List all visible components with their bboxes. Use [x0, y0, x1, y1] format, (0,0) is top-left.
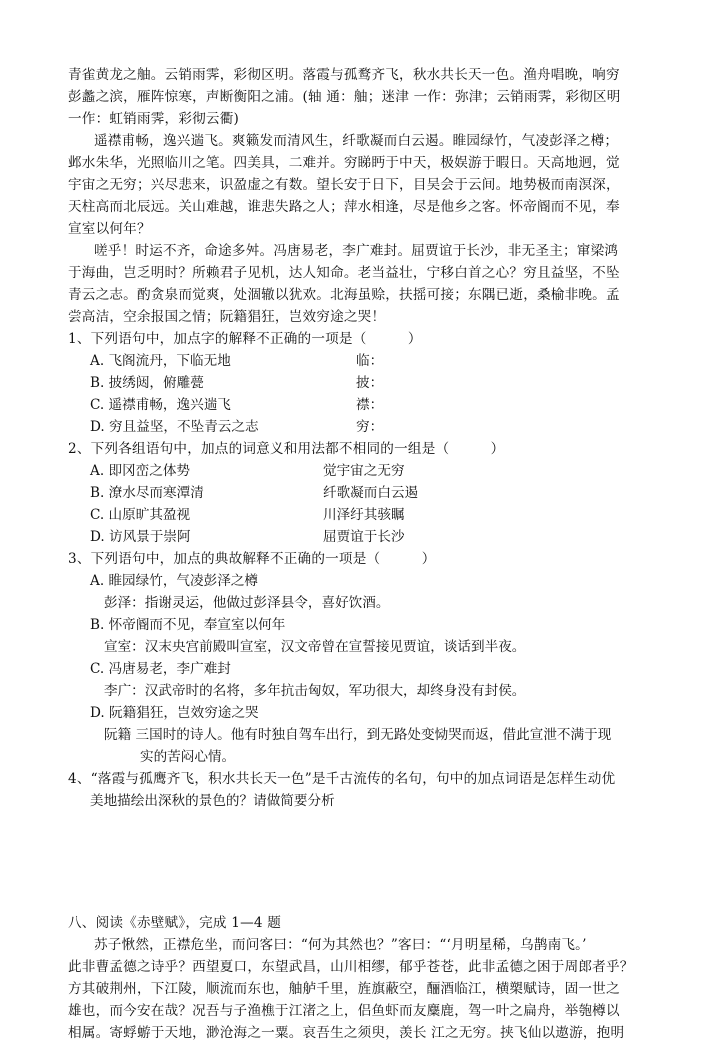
question-4-stem: 4、“落霞与孤鹰齐飞，积水共长天一色”是千古流传的名句，句中的加点词语是怎样生动优 — [68, 771, 616, 787]
passage-line: 彭蠡之滨，雁阵惊寒，声断衡阳之浦。(轴 通：舳；迷津 一作：弥津；云销雨霁，彩彻区明 — [68, 89, 621, 105]
passage-line: 尝高洁，空余报国之情；阮籍猖狂，岂效穷途之哭！ — [68, 309, 386, 325]
section-8-line: 相属。寄蜉蝣于天地，渺沧海之一粟。哀吾生之须臾，羡长 江之无穷。挟飞仙以遨游，抱明 — [68, 1025, 625, 1041]
question-3-stem: 3、下列语句中，加点的典故解释不正确的一项是（ ） — [68, 551, 436, 567]
passage-line: 青雀黄龙之舳。云销雨霁，彩彻区明。落霞与孤鹜齐飞，秋水共长天一色。渔舟唱晚，响穷 — [68, 67, 620, 83]
passage-line: 宇宙之无穷；兴尽悲来，识盈虚之有数。望长安于日下，目吴会于云间。地势极而南溟深， — [68, 177, 620, 193]
question-1-stem: 1、下列语句中，加点字的解释不正确的一项是（ ） — [68, 331, 422, 347]
section-8-line: 雄也，而今安在哉？况吾与子渔樵于江渚之上，侣鱼虾而友麋鹿，驾一叶之扁舟，举匏樽以 — [68, 1003, 620, 1019]
passage-line: 青云之志。酌贪泉而觉爽，处涸辙以犹欢。北海虽赊，扶摇可接；东隅已逝，桑榆非晚。孟 — [68, 287, 620, 303]
question-4-stem-cont: 美地描绘出深秋的景色的？请做简要分析 — [90, 793, 335, 809]
question-3-explanation-c: 李广：汉武帝时的名将，多年抗击匈奴，军功很大，却终身没有封侯。 — [104, 683, 526, 699]
section-8-line: 方其破荆州，下江陵，顺流而东也，舳舻千里，旌旗蔽空，酾酒临江，横槊赋诗，固一世之 — [68, 981, 620, 997]
question-1-option-b: B. 披绣闼，俯雕甍 — [90, 375, 204, 391]
question-2-option-c: C. 山原旷其盈视 — [90, 507, 191, 523]
passage-line: 遥襟甫畅，逸兴遄飞。爽籁发而清风生，纤歌凝而白云遏。睢园绿竹，气凌彭泽之樽； — [94, 133, 619, 149]
question-2-option-b: B. 潦水尽而寒潭清 — [90, 485, 204, 501]
question-3-option-d: D. 阮籍猖狂，岂效穷途之哭 — [90, 705, 259, 721]
question-1-gloss-c: 襟： — [356, 397, 384, 413]
question-3-explanation-d: 阮籍 三国时的诗人。他有时独自驾车出行，到无路处变恸哭而返，借此宣泄不满于现 — [104, 727, 612, 743]
question-3-option-c: C. 冯唐易老，李广难封 — [90, 661, 231, 677]
question-2-pair-b: 纤歌凝而白云遏 — [323, 485, 419, 501]
question-2-stem: 2、下列各组语句中，加点的词意义和用法都不相同的一组是（ ） — [68, 441, 505, 457]
section-8-line: 此非曹孟德之诗乎？西望夏口，东望武昌，山川相缪，郁乎苍苍，此非孟德之困于周郎者乎？ — [68, 959, 634, 975]
passage-line: 一作：虹销雨霁，彩彻云衢) — [68, 111, 240, 127]
section-8-heading: 八、阅读《赤壁赋》，完成 1—4 题 — [68, 915, 282, 931]
passage-line: 天柱高而北辰远。关山难越，谁悲失路之人；萍水相逢，尽是他乡之客。怀帝阍而不见，奉 — [68, 199, 620, 215]
passage-line: 于海曲，岂乏明时？所赖君子见机，达人知命。老当益壮，宁移白首之心？穷且益坚，不坠 — [68, 265, 620, 281]
question-3-explanation-d-cont: 实的苦闷心情。 — [140, 749, 236, 765]
passage-line: 邺水朱华，光照临川之笔。四美具，二难并。穷睇眄于中天，极娱游于暇日。天高地迥，觉 — [68, 155, 620, 171]
question-2-option-d: D. 访风景于崇阿 — [90, 529, 191, 545]
question-2-pair-c: 川泽纡其骇瞩 — [323, 507, 405, 523]
question-1-option-a: A. 飞阁流丹，下临无地 — [90, 353, 231, 369]
question-3-option-b: B. 怀帝阍而不见，奉宣室以何年 — [90, 617, 286, 633]
passage-line: 嗟乎！时运不齐，命途多舛。冯唐易老，李广难封。屈贾谊于长沙，非无圣主；窜梁鸿 — [94, 243, 619, 259]
question-2-pair-d: 屈贾谊于长沙 — [323, 529, 405, 545]
question-2-pair-a: 觉宇宙之无穷 — [323, 463, 405, 479]
question-3-explanation-b: 宣室：汉末央宫前殿叫宣室，汉文帝曾在宣誓接见贾谊，谈话到半夜。 — [104, 639, 526, 655]
question-1-gloss-b: 披： — [356, 375, 384, 391]
question-1-option-d: D. 穷且益坚，不坠青云之志 — [90, 419, 259, 435]
question-3-option-a: A. 睢园绿竹，气凌彭泽之樽 — [90, 573, 258, 589]
question-1-option-c: C. 遥襟甫畅，逸兴遄飞 — [90, 397, 231, 413]
question-3-explanation-a: 彭泽：指谢灵运，他做过彭泽县令，喜好饮酒。 — [104, 595, 390, 611]
question-1-gloss-a: 临： — [356, 353, 384, 369]
passage-line: 宣室以何年？ — [68, 221, 151, 237]
question-2-option-a: A. 即冈峦之体势 — [90, 463, 191, 479]
section-8-line: 苏子愀然，正襟危坐，而问客曰：“何为其然也？”客曰：“‘月明星稀，乌鹊南飞。’ — [94, 937, 587, 953]
question-1-gloss-d: 穷： — [356, 419, 384, 435]
